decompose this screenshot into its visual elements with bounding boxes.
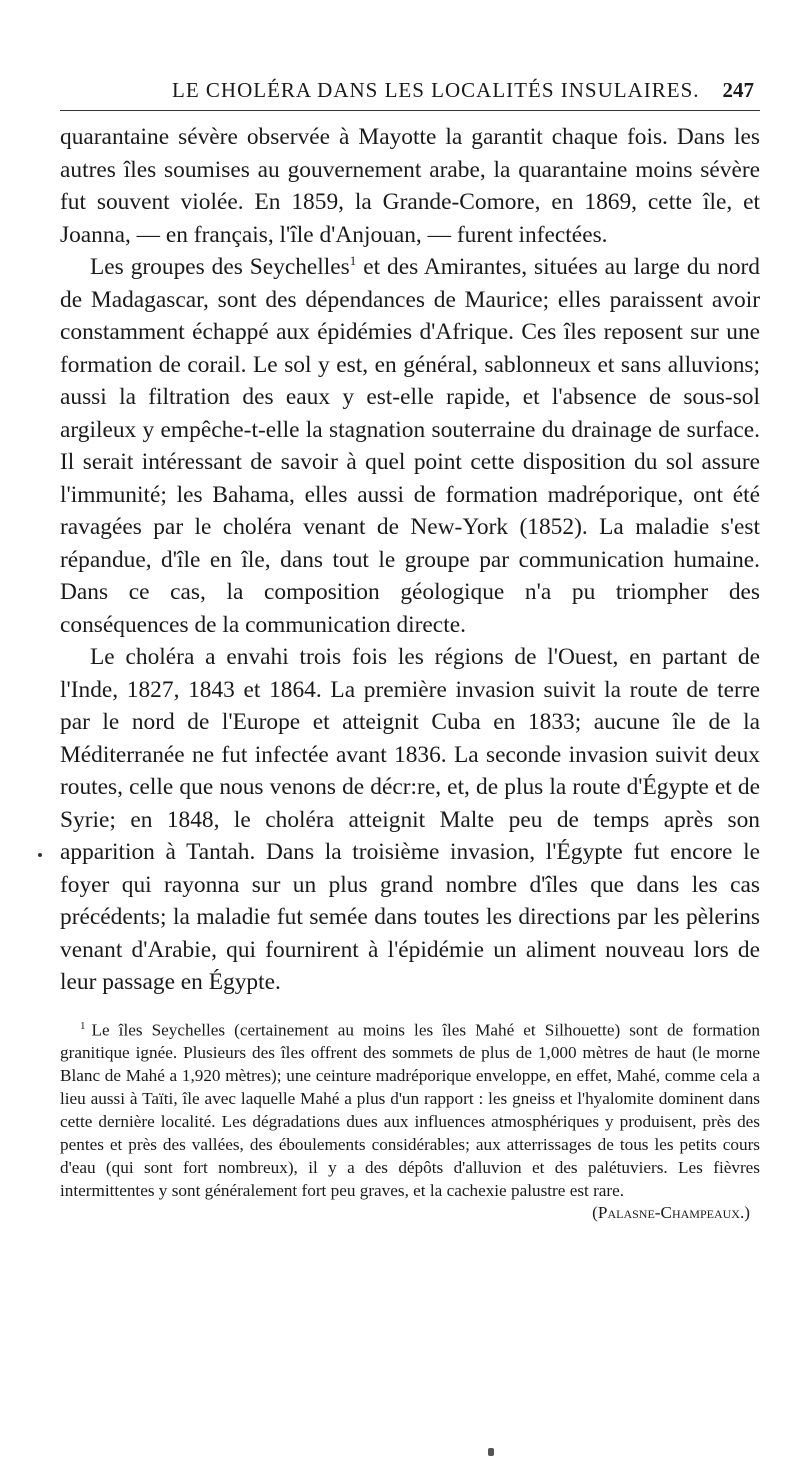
footnote-signature: (Palasne-Champeaux.) [592,1203,750,1223]
page-number: 247 [722,78,754,102]
footnote [60,1015,760,1223]
bottom-speck [488,1448,494,1456]
paragraph-1: quarantaine sévère observée à Mayotte la garantit chaque fois. Dans les autres îles soumises au gouvernement arabe, la quarantaine moins sévère fut souvent violée. En 1859, la Grande-Comore, en 1869, cette île, et Joanna, — en français, l'île d'Anjouan, — furent infectées. [60,124,760,248]
page-header [60,70,760,111]
footnote-reference: 1 [349,253,357,269]
margin-speck [38,853,42,857]
footnote-mark: 1 [80,1019,86,1032]
paragraph-2 [60,251,760,641]
footnote-text: Le îles Seychelles (certainement au moins les îles Mahé et Silhouette) sont de formation granitique ignée. Plusieurs des îles offrent des sommets de plus de 1,000 mètres de haut (le morne Blanc de Mahé a 1,920 mètres); une ceinture madréporique enveloppe, en effet, Mahé, comme cela a lieu aussi à Taïti, île avec laquelle Mahé a plus d'un rapport : les gneiss et l'hyalomite dominent dans cette dernière localité. Les dégradations dues aux influences atmosphériques y produisent, près des pentes et près des vallées, des éboulements considérables; aux atterrissages de tous les petits cours d'eau (qui sont fort nombreux), il y a des dépôts d'alluvion et des palétuviers. Les fièvres intermittentes y sont généralement fort peu graves, et la cachexie palustre est rare. [60,1020,760,1200]
paragraph-2-rest: et des Amirantes, situées au large du nord de Madagascar, sont des dépendances de Maurice; elles paraissent avoir constamment échappé aux épidémies d'Afrique. Ces îles reposent sur une formation de corail. Le sol y est, en général, sablonneux et sans alluvions; aussi la filtration des eaux y est-elle rapide, et l'absence de sous-sol argileux y empêche-t-elle la stagnation souterraine du drainage de surface. Il serait intéressant de savoir à quel point cette disposition du sol assure l'immunité; les Bahama, elles aussi de formation madréporique, ont été ravagées par le choléra venant de New-York (1852). La maladie s'est répandue, d'île en île, dans tout le groupe par communication humaine. Dans ce cas, la composition géologique n'a pu triompher des conséquences de la communication directe. [60,254,761,638]
paragraph-2-start: Les groupes des Seychelles [90,254,350,280]
paragraph-3: Le choléra a envahi trois fois les régions de l'Ouest, en partant de l'Inde, 1827, 1843 et 1864. La première invasion suivit la route de terre par le nord de l'Europe et atteignit Cuba en 1833; aucune île de la Méditerranée ne fut infectée avant 1836. La seconde invasion suivit deux routes, celle que nous venons de décr:re, et, de plus la route d'Égypte et de Syrie; en 1848, le choléra atteignit Malte peu de temps après son apparition à Tantah. Dans la troisième invasion, l'Égypte fut encore le foyer qui rayonna sur un plus grand nombre d'îles que dans les cas précédents; la maladie fut semée dans toutes les directions par les pèlerins venant d'Arabie, qui fournirent à l'épidémie un aliment nouveau lors de leur passage en Égypte. [60,644,760,995]
running-title: LE CHOLÉRA DANS LES LOCALITÉS INSULAIRES. [172,78,700,102]
body-text [60,121,760,999]
book-page [60,70,760,1225]
